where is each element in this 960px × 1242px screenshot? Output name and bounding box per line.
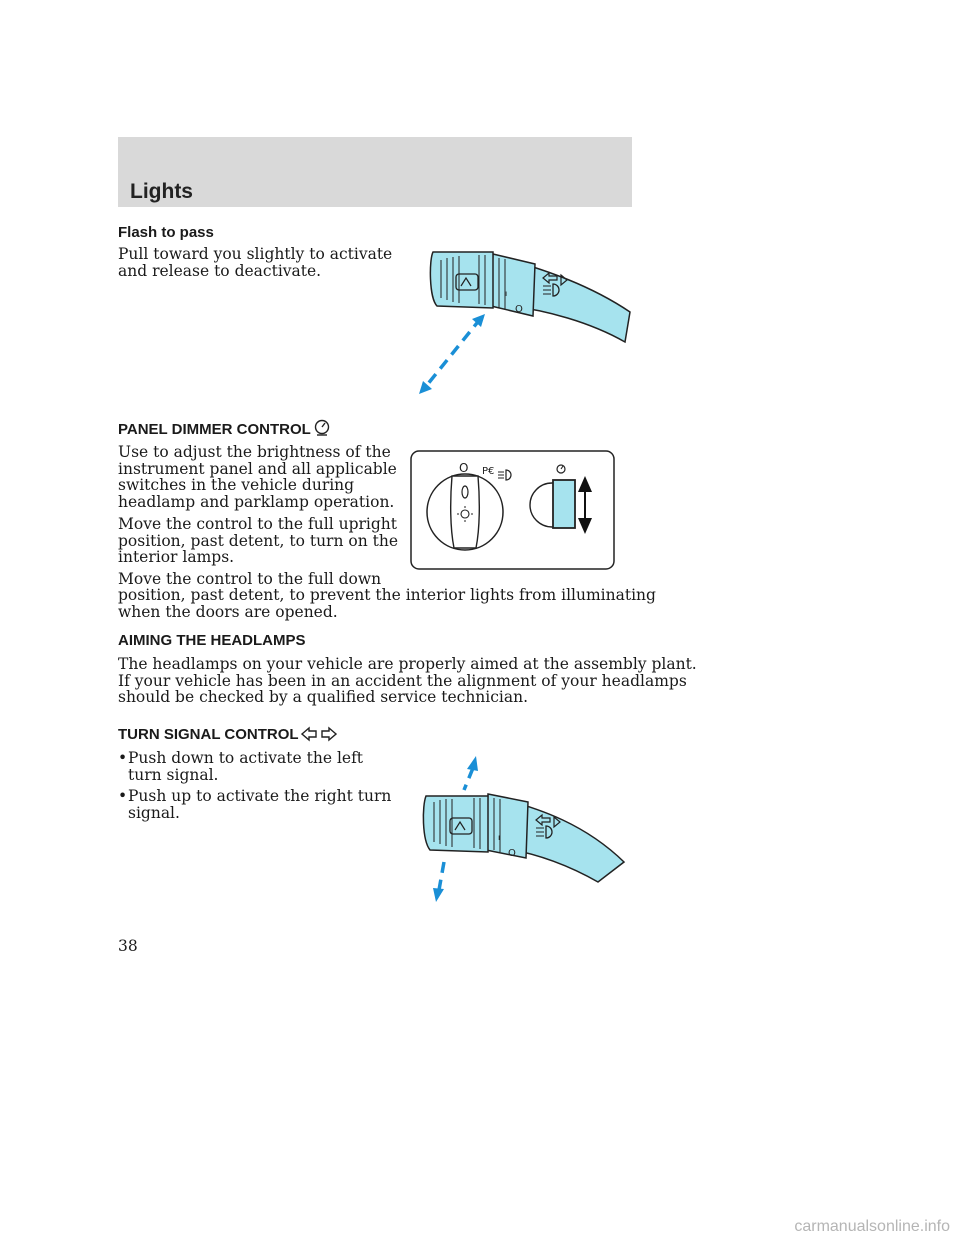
turn-signal-arrows-icon — [301, 726, 337, 742]
panel-dimmer-text-3a: Move the control to the full down — [118, 570, 382, 588]
page-title: Lights — [130, 180, 193, 203]
page-number: 38 — [118, 937, 138, 955]
watermark: carmanualsonline.info — [794, 1218, 950, 1235]
panel-dimmer-text-3b: position, past detent, to prevent the interior lights from illuminating when the doors are opened. — [118, 586, 656, 621]
aiming-text: The headlamps on your vehicle are properly aimed at the assembly plant. If your vehicle has been in an accident the alignment of your headlamps should be checked by a qualified service technician. — [118, 655, 697, 706]
switch-off-label: O — [459, 461, 469, 475]
turn-signal-heading: TURN SIGNAL CONTROL — [118, 726, 337, 743]
aiming-heading: AIMING THE HEADLAMPS — [118, 632, 306, 649]
svg-text:ᴵ: ᴵ — [498, 833, 501, 847]
header-band — [118, 137, 632, 207]
flash-to-pass-heading: Flash to pass — [118, 224, 214, 241]
turn-signal-illustration — [410, 754, 630, 904]
panel-dimmer-heading: PANEL DIMMER CONTROL — [118, 419, 331, 438]
list-item: • Push up to activate the right turn signal. — [118, 787, 392, 822]
flash-to-pass-text: Pull toward you slightly to activate and release to deactivate. — [118, 245, 393, 280]
svg-text:P€: P€ — [482, 466, 495, 477]
panel-dimmer-text-1: Use to adjust the brightness of the instrument panel and all applicable switches in the vehicle during headlamp and parklamp operation. — [118, 443, 397, 511]
svg-text:ᴵ: ᴵ — [505, 289, 508, 303]
list-item: • Push down to activate the left turn signal. — [118, 749, 364, 784]
panel-dimmer-text-2: Move the control to the full upright position, past detent, to turn on the interior lamps. — [118, 515, 398, 566]
svg-text:O: O — [515, 304, 523, 315]
svg-text:O: O — [508, 848, 516, 859]
panel-dimmer-icon — [313, 419, 331, 437]
flash-to-pass-illustration — [415, 240, 635, 398]
headlamp-switch-illustration — [410, 450, 615, 570]
